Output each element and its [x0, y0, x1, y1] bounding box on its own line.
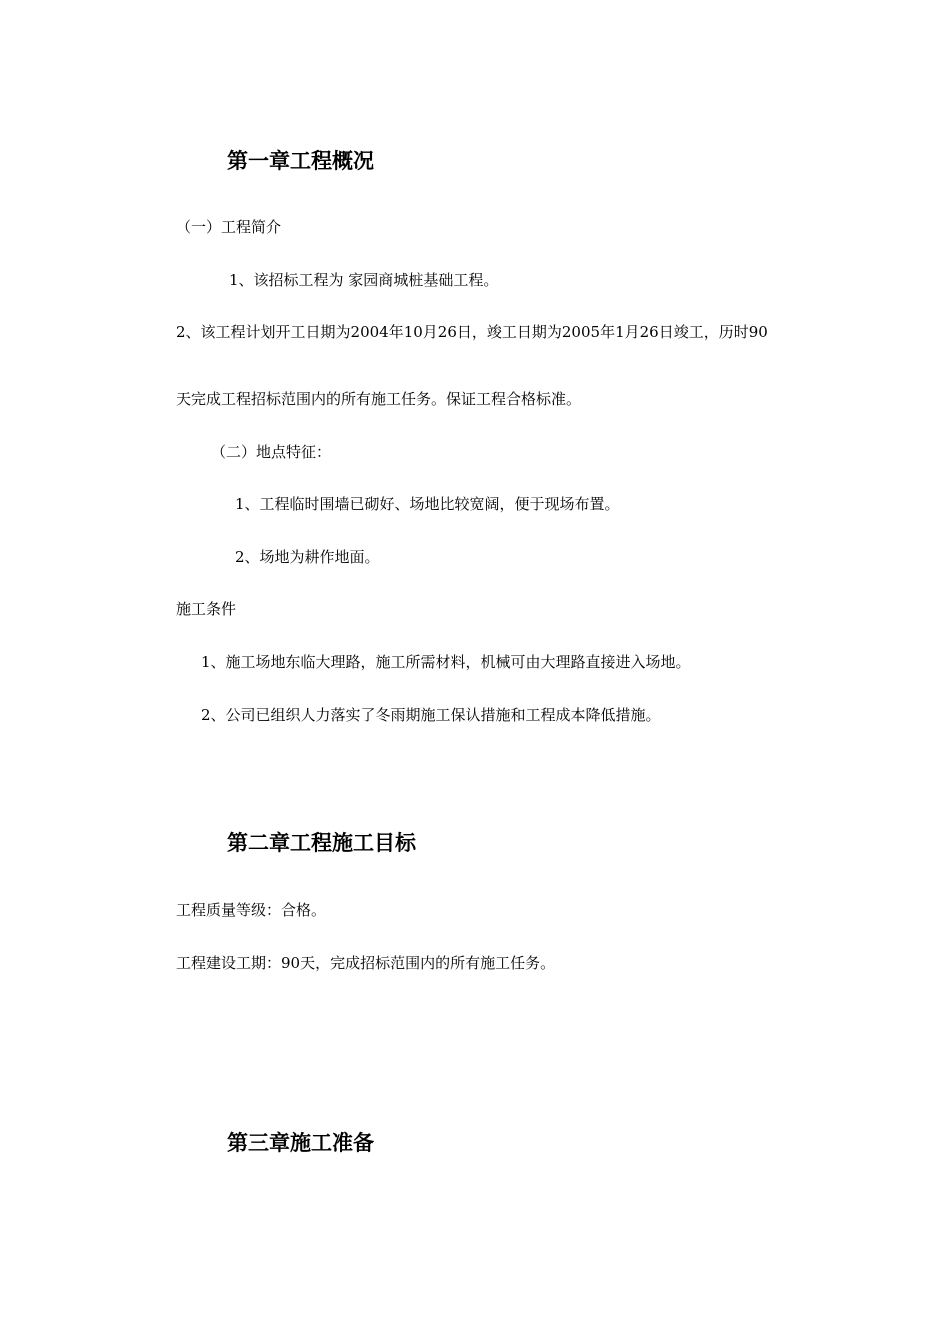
chapter-1-title: 第一章工程概况 [227, 149, 374, 173]
chapter-3-title: 第三章施工准备 [227, 1131, 374, 1155]
quality-grade: 工程质量等级：合格。 [176, 901, 327, 919]
construction-condition-1: 1、施工场地东临大理路，施工所需材料，机械可由大理路直接进入场地。 [201, 653, 691, 671]
section-2-heading: （二）地点特征： [211, 443, 332, 461]
construction-period: 工程建设工期：90天，完成招标范围内的所有施工任务。 [176, 954, 556, 972]
chapter-2-title: 第二章工程施工目标 [227, 831, 416, 855]
project-intro-item-1: 1、该招标工程为 家园商城桩基础工程。 [229, 271, 499, 289]
section-1-heading: （一）工程简介 [176, 218, 282, 236]
project-intro-item-2-line-2: 天完成工程招标范围内的所有施工任务。保证工程合格标准。 [176, 390, 582, 408]
site-feature-1: 1、工程临时围墙已砌好、场地比较宽阔，便于现场布置。 [235, 495, 620, 513]
construction-conditions-heading: 施工条件 [176, 600, 237, 618]
construction-condition-2: 2、公司已组织人力落实了冬雨期施工保认措施和工程成本降低措施。 [201, 706, 661, 724]
project-intro-item-2-line-1: 2、该工程计划开工日期为2004年10月26日，竣工日期为2005年1月26日竣工，历时90 [176, 323, 768, 341]
site-feature-2: 2、场地为耕作地面。 [235, 548, 380, 566]
